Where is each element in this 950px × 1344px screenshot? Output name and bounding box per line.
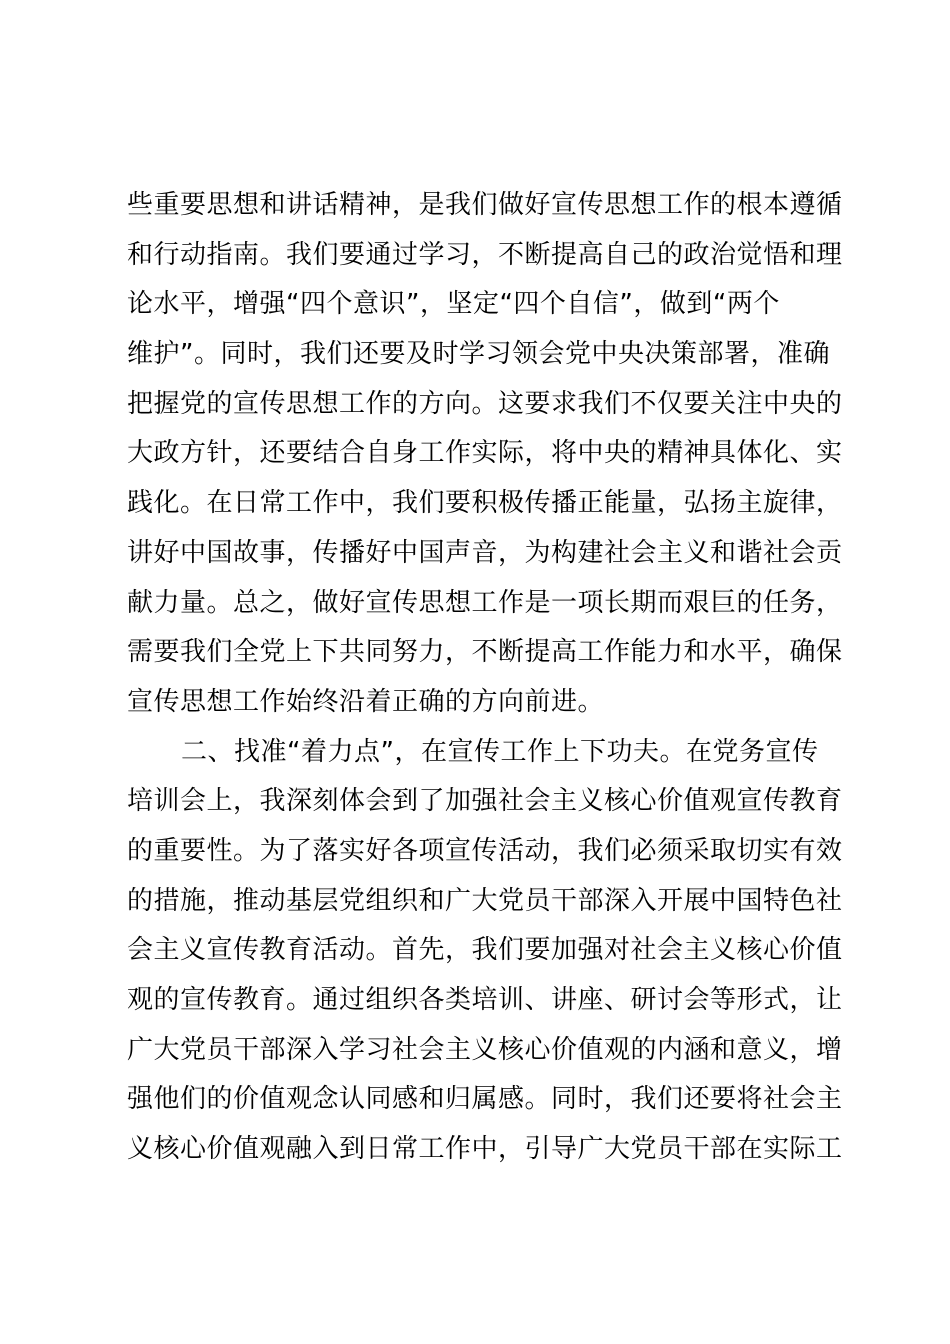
text-line: 大政方针，还要结合自身工作实际，将中央的精神具体化、实: [127, 438, 843, 469]
text-line: 培训会上，我深刻体会到了加强社会主义核心价值观宣传教育: [127, 786, 843, 817]
text-line: 把握党的宣传思想工作的方向。这要求我们不仅要关注中央的: [127, 388, 843, 419]
text-line: 的措施，推动基层党组织和广大党员干部深入开展中国特色社: [127, 885, 843, 916]
text-line: 践化。在日常工作中，我们要积极传播正能量，弘扬主旋律，: [127, 488, 843, 519]
section-heading-line: 二、找准“着力点”，在宣传工作上下功夫。在党务宣传: [181, 736, 819, 767]
text-line: 会主义宣传教育活动。首先，我们要加强对社会主义核心价值: [127, 935, 843, 966]
text-line: 些重要思想和讲话精神，是我们做好宣传思想工作的根本遵循: [127, 190, 843, 220]
text-line: 维护”。同时，我们还要及时学习领会党中央决策部署，准确: [127, 339, 830, 370]
text-line: 观的宣传教育。通过组织各类培训、讲座、研讨会等形式，让: [127, 985, 843, 1015]
text-line: 的重要性。为了落实好各项宣传活动，我们必须采取切实有效: [127, 835, 843, 866]
text-line: 宣传思想工作始终沿着正确的方向前进。: [127, 686, 605, 717]
text-line: 论水平，增强“四个意识”，坚定“四个自信”，做到“两个: [127, 289, 780, 320]
text-line: 献力量。总之，做好宣传思想工作是一项长期而艰巨的任务，: [127, 587, 843, 618]
text-line: 广大党员干部深入学习社会主义核心价值观的内涵和意义，增: [127, 1034, 843, 1065]
text-line: 和行动指南。我们要通过学习，不断提高自己的政治觉悟和理: [127, 239, 843, 270]
body-text: [127, 181, 843, 1175]
text-line: 讲好中国故事，传播好中国声音，为构建社会主义和谐社会贡: [127, 537, 843, 568]
text-line: 义核心价值观融入到日常工作中，引导广大党员干部在实际工: [127, 1134, 843, 1165]
text-line: 强他们的价值观念认同感和归属感。同时，我们还要将社会主: [127, 1084, 843, 1115]
text-line: 需要我们全党上下共同努力，不断提高工作能力和水平，确保: [127, 637, 843, 668]
